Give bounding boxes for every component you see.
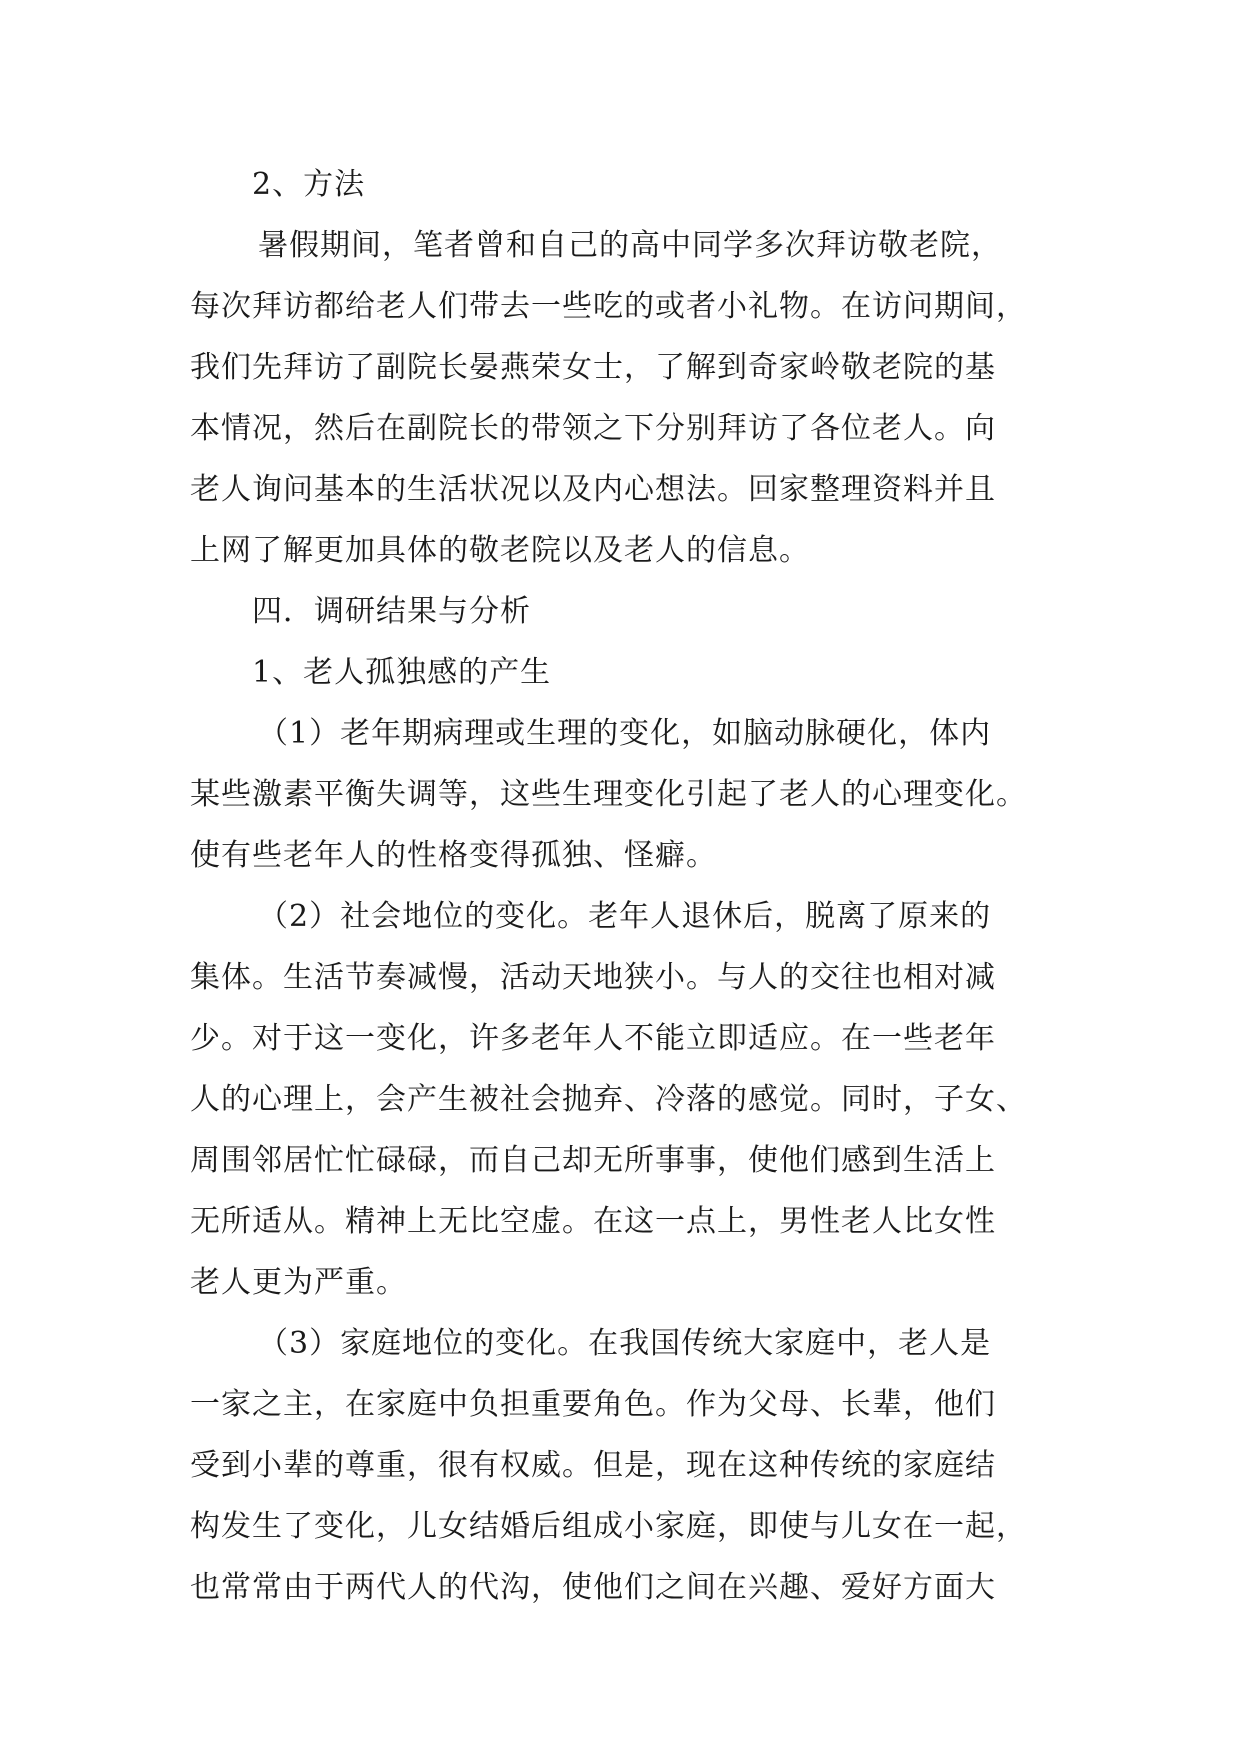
paragraph-line: （3）家庭地位的变化。在我国传统大家庭中，老人是	[258, 1326, 992, 1361]
paragraph-line: 暑假期间，笔者曾和自己的高中同学多次拜访敬老院，	[258, 228, 1002, 263]
paragraph-line: 某些激素平衡失调等，这些生理变化引起了老人的心理变化。	[190, 777, 1027, 812]
paragraph-line: 无所适从。精神上无比空虚。在这一点上，男性老人比女性	[190, 1204, 996, 1239]
paragraph-line: （1）老年期病理或生理的变化，如脑动脉硬化，体内	[258, 716, 992, 751]
paragraph-line: 老人询问基本的生活状况以及内心想法。回家整理资料并且	[190, 472, 996, 507]
subsection-heading: 1、老人孤独感的产生	[252, 655, 552, 690]
paragraph-line: 每次拜访都给老人们带去一些吃的或者小礼物。在访问期间，	[190, 289, 1027, 324]
paragraph-line: 也常常由于两代人的代沟，使他们之间在兴趣、爱好方面大	[190, 1570, 996, 1605]
paragraph-line: 集体。生活节奏减慢，活动天地狭小。与人的交往也相对减	[190, 960, 996, 995]
paragraph-line: （2）社会地位的变化。老年人退休后，脱离了原来的	[258, 899, 992, 934]
paragraph-line: 我们先拜访了副院长晏燕荣女士，了解到奇家岭敬老院的基	[190, 350, 996, 385]
paragraph-line: 老人更为严重。	[190, 1265, 407, 1300]
paragraph-line: 上网了解更加具体的敬老院以及老人的信息。	[190, 533, 810, 568]
paragraph-line: 一家之主，在家庭中负担重要角色。作为父母、长辈，他们	[190, 1387, 996, 1422]
section-heading-results: 四．调研结果与分析	[252, 594, 531, 629]
paragraph-line: 少。对于这一变化，许多老年人不能立即适应。在一些老年	[190, 1021, 996, 1056]
paragraph-line: 本情况，然后在副院长的带领之下分别拜访了各位老人。向	[190, 411, 996, 446]
paragraph-line: 受到小辈的尊重，很有权威。但是，现在这种传统的家庭结	[190, 1448, 996, 1483]
paragraph-line: 周围邻居忙忙碌碌，而自己却无所事事，使他们感到生活上	[190, 1143, 996, 1178]
section-heading-method: 2、方法	[252, 167, 366, 202]
paragraph-line: 使有些老年人的性格变得孤独、怪癖。	[190, 838, 717, 873]
paragraph-line: 人的心理上，会产生被社会抛弃、冷落的感觉。同时，子女、	[190, 1082, 1027, 1117]
paragraph-line: 构发生了变化，儿女结婚后组成小家庭，即使与儿女在一起，	[190, 1509, 1027, 1544]
